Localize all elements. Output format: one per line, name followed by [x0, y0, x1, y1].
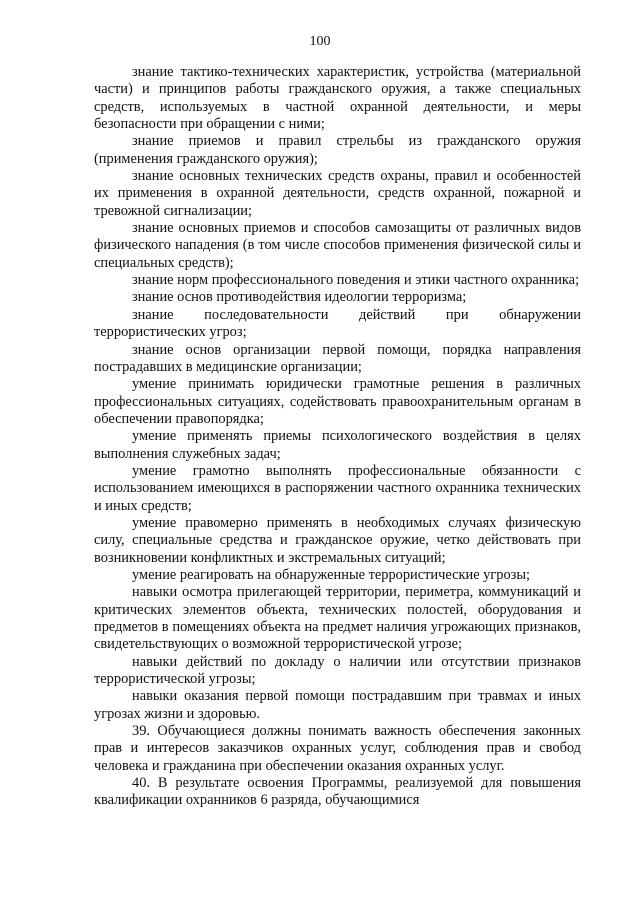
paragraph: знание основных технических средств охраны, правил и особенностей их применения в охранной деятельности, средств охранной, пожарной и тревожной сигнализации;: [94, 168, 581, 219]
paragraph: знание тактико-технических характеристик, устройства (материальной части) и принципов работы гражданского оружия, а также специальных средств, используемых в частной охранной деятельности, и меры безопасности при обращении с ними;: [94, 64, 581, 133]
paragraph-section-39: 39. Обучающиеся должны понимать важность обеспечения законных прав и интересов заказчиков охранных услуг, соблюдения прав и свобод человека и гражданина при обеспечении оказания охранных услуг.: [94, 723, 581, 774]
paragraph: навыки действий по докладу о наличии или отсутствии признаков террористической угрозы;: [94, 653, 581, 688]
paragraph: навыки осмотра прилегающей территории, периметра, коммуникаций и критических элементов объекта, технических полостей, оборудования и предметов в помещениях объекта на предмет наличия угрожающих признаков, свидетельствующих о возможной террористической угрозе;: [94, 584, 581, 653]
document-body: [94, 64, 581, 810]
paragraph: знание основных приемов и способов самозащиты от различных видов физического нападения (в том числе способов применения физической силы и специальных средств);: [94, 220, 581, 271]
paragraph: умение грамотно выполнять профессиональные обязанности с использованием имеющихся в распоряжении частного охранника технических и иных средств;: [94, 462, 581, 514]
paragraph: умение реагировать на обнаруженные террористические угрозы;: [132, 566, 531, 583]
paragraph-section-40: 40. В результате освоения Программы, реализуемой для повышения квалификации охранников 6 разряда, обучающимися: [94, 775, 581, 809]
paragraph: умение правомерно применять в необходимых случаях физическую силу, специальные средства и гражданское оружие, четко действовать при возникновении конфликтных и экстремальных ситуаций;: [94, 514, 581, 566]
page-number: 100: [309, 34, 331, 49]
paragraph: знание норм профессионального поведения и этики частного охранника;: [132, 272, 580, 289]
paragraph: знание основ противодействия идеологии терроризма;: [132, 289, 467, 306]
paragraph: навыки оказания первой помощи пострадавшим при травмах и иных угрозах жизни и здоровью.: [94, 688, 581, 722]
paragraph: знание основ организации первой помощи, порядка направления пострадавших в медицинские организации;: [94, 341, 581, 375]
paragraph: умение принимать юридически грамотные решения в различных профессиональных ситуациях, содействовать правоохранительным органам в обеспечении правопорядка;: [94, 376, 581, 427]
paragraph: знание приемов и правил стрельбы из гражданского оружия (применения гражданского оружия);: [94, 133, 581, 167]
paragraph: умение применять приемы психологического воздействия в целях выполнения служебных задач;: [94, 428, 581, 462]
paragraph: знание последовательности действий при обнаружении террористических угроз;: [94, 306, 581, 341]
